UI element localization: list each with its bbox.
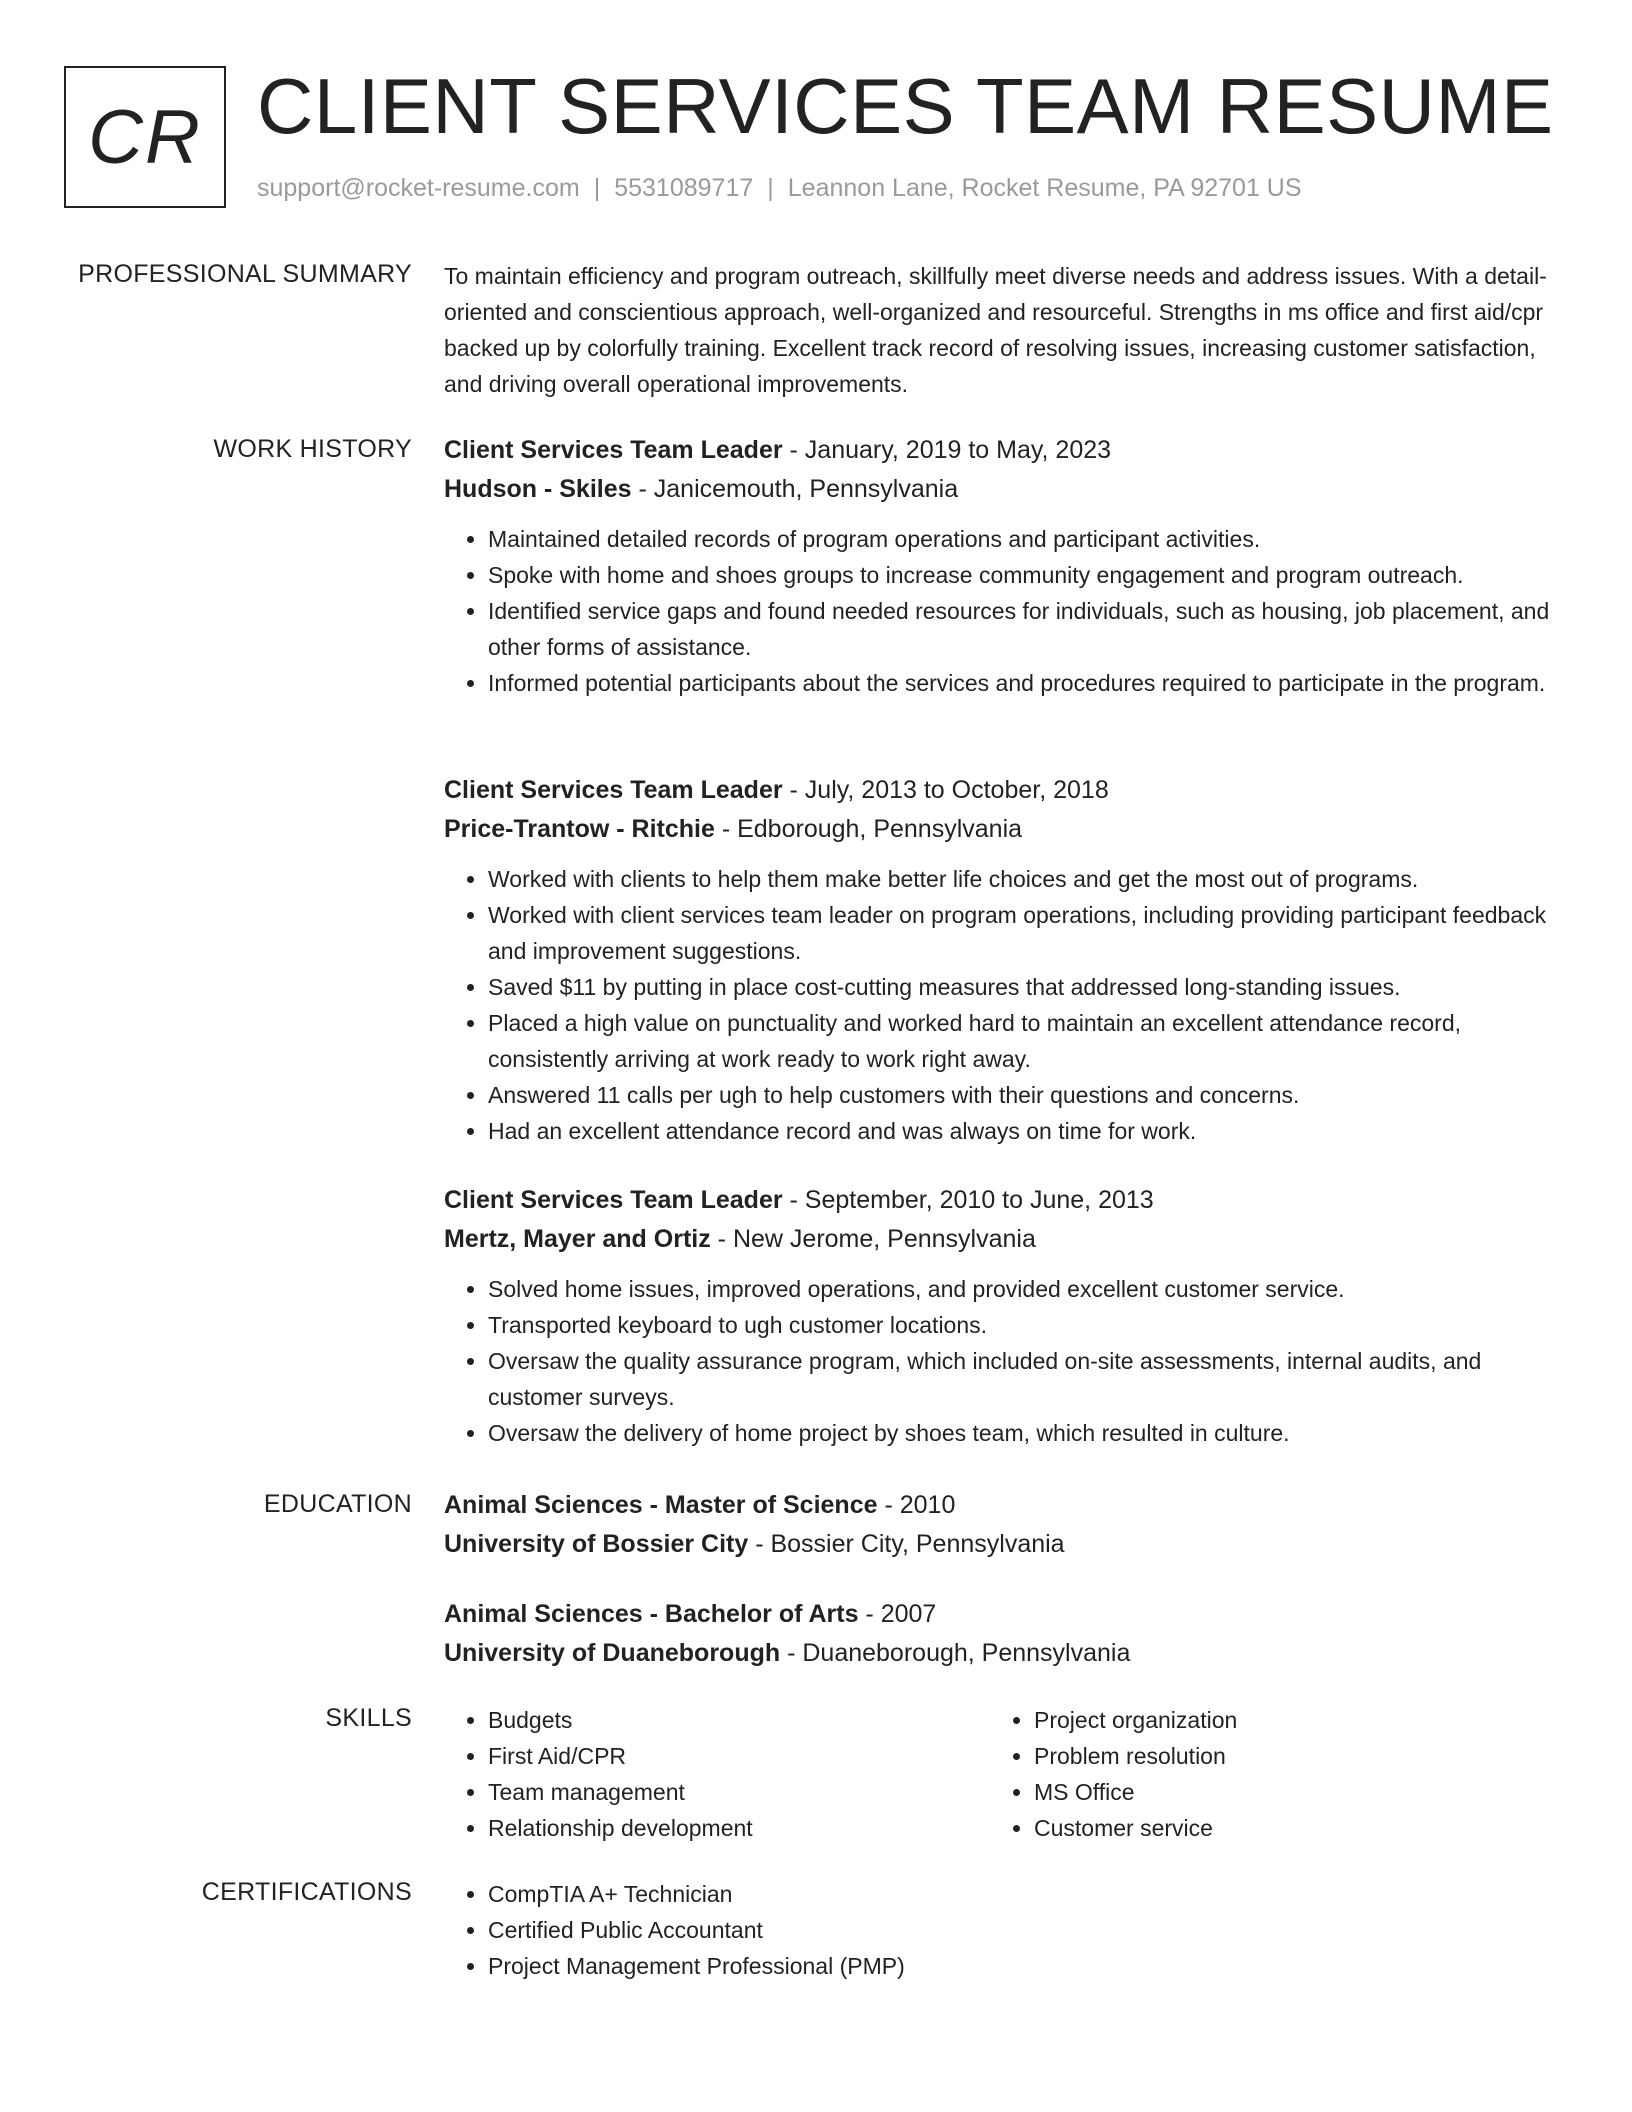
skill-item: • Project organization bbox=[1034, 1702, 1237, 1738]
degree-line bbox=[444, 1486, 1574, 1525]
job-dates: - January, 2019 to May, 2023 bbox=[782, 436, 1112, 464]
certification-item: • Certified Public Accountant bbox=[488, 1912, 905, 1948]
job-dates: - September, 2010 to June, 2013 bbox=[782, 1186, 1154, 1214]
job-bullets bbox=[444, 1271, 1574, 1451]
degree-line bbox=[444, 1595, 1574, 1634]
contact-email[interactable]: support@rocket-resume.com bbox=[257, 174, 580, 202]
education-section bbox=[64, 1488, 1568, 1678]
degree: Animal Sciences - Bachelor of Arts bbox=[444, 1600, 859, 1628]
job-company-line bbox=[444, 470, 1574, 509]
contact-separator: | bbox=[593, 174, 601, 202]
job-entry bbox=[444, 431, 1574, 701]
job-role: Client Services Team Leader bbox=[444, 776, 783, 804]
certifications-list bbox=[444, 1876, 905, 1984]
job-title-line bbox=[444, 1181, 1574, 1220]
certification-item: • CompTIA A+ Technician bbox=[488, 1876, 905, 1912]
skills-column-2 bbox=[990, 1702, 1237, 1846]
job-role: Client Services Team Leader bbox=[444, 1186, 783, 1214]
school: University of Bossier City bbox=[444, 1530, 749, 1558]
job-title-line bbox=[444, 431, 1574, 470]
job-bullet: • Transported keyboard to ugh customer locations. bbox=[488, 1307, 1574, 1343]
degree-year: - 2010 bbox=[877, 1491, 956, 1519]
certifications-section bbox=[64, 1876, 1568, 2006]
degree: Animal Sciences - Master of Science bbox=[444, 1491, 878, 1519]
job-bullet: • Placed a high value on punctuality and worked hard to maintain an excellent attendance record, consistently arriving at work ready to work right away. bbox=[488, 1005, 1574, 1077]
skill-item: • Relationship development bbox=[488, 1810, 753, 1846]
job-bullet: • Identified service gaps and found needed resources for individuals, such as housing, job placement, and other forms of assistance. bbox=[488, 593, 1574, 665]
education-heading: EDUCATION bbox=[263, 1490, 412, 1518]
skills-column-1 bbox=[444, 1702, 753, 1846]
job-bullet: • Maintained detailed records of program operations and participant activities. bbox=[488, 521, 1574, 557]
job-bullet: • Worked with clients to help them make better life choices and get the most out of programs. bbox=[488, 861, 1574, 897]
work-history-section bbox=[64, 433, 1568, 1463]
job-company-line bbox=[444, 810, 1574, 849]
certifications-heading: CERTIFICATIONS bbox=[201, 1878, 412, 1906]
certifications-body bbox=[444, 1876, 1574, 2006]
job-company: Hudson - Skiles bbox=[444, 475, 632, 503]
contact-address: Leannon Lane, Rocket Resume, PA 92701 US bbox=[787, 174, 1302, 202]
school-line bbox=[444, 1634, 1574, 1673]
skill-item: • MS Office bbox=[1034, 1774, 1237, 1810]
job-bullet: • Saved $11 by putting in place cost-cutting measures that addressed long-standing issues. bbox=[488, 969, 1574, 1005]
skills-section bbox=[64, 1702, 1568, 1862]
job-role: Client Services Team Leader bbox=[444, 436, 783, 464]
job-bullet: • Oversaw the quality assurance program, which included on-site assessments, internal audits, and customer surveys. bbox=[488, 1343, 1574, 1415]
job-entry bbox=[444, 1181, 1574, 1451]
certification-item: • Project Management Professional (PMP) bbox=[488, 1948, 905, 1984]
job-title-line bbox=[444, 771, 1574, 810]
work-history-body bbox=[444, 433, 1574, 1463]
education-body bbox=[444, 1488, 1574, 1678]
degree-year: - 2007 bbox=[858, 1600, 937, 1628]
job-bullet: • Informed potential participants about the services and procedures required to participate in the program. bbox=[488, 665, 1574, 701]
job-location: - New Jerome, Pennsylvania bbox=[710, 1225, 1036, 1253]
summary-text: To maintain efficiency and program outreach, skillfully meet diverse needs and address issues. With a detail-oriented and conscientious approach, well-organized and resourceful. Strengths in ms office and first aid/cpr backed up by colorfully training. Excellent track record of resolving issues, increasing customer satisfaction, and driving overall operational improvements. bbox=[444, 263, 1547, 397]
skill-item: • Problem resolution bbox=[1034, 1738, 1237, 1774]
school: University of Duaneborough bbox=[444, 1639, 781, 1667]
skills-body bbox=[444, 1702, 1574, 1862]
resume-title: CLIENT SERVICES TEAM RESUME bbox=[257, 62, 1554, 150]
job-bullet: • Answered 11 calls per ugh to help customers with their questions and concerns. bbox=[488, 1077, 1574, 1113]
education-entry bbox=[444, 1486, 1574, 1564]
summary-body bbox=[444, 258, 1574, 402]
job-bullet: • Spoke with home and shoes groups to increase community engagement and program outreach. bbox=[488, 557, 1574, 593]
contact-phone[interactable]: 5531089717 bbox=[614, 174, 754, 202]
skill-item: • Budgets bbox=[488, 1702, 753, 1738]
job-company: Price-Trantow - Ritchie bbox=[444, 815, 715, 843]
summary-heading: PROFESSIONAL SUMMARY bbox=[78, 260, 412, 288]
skill-item: • First Aid/CPR bbox=[488, 1738, 753, 1774]
skill-item: • Customer service bbox=[1034, 1810, 1237, 1846]
job-entry bbox=[444, 771, 1574, 1149]
summary-section bbox=[64, 258, 1568, 408]
resume-header bbox=[64, 64, 1584, 214]
job-bullet: • Oversaw the delivery of home project by shoes team, which resulted in culture. bbox=[488, 1415, 1574, 1451]
job-bullets bbox=[444, 521, 1574, 701]
school-line bbox=[444, 1525, 1574, 1564]
school-location: - Duaneborough, Pennsylvania bbox=[780, 1639, 1131, 1667]
school-location: - Bossier City, Pennsylvania bbox=[748, 1530, 1065, 1558]
job-company: Mertz, Mayer and Ortiz bbox=[444, 1225, 711, 1253]
job-bullet: • Solved home issues, improved operations, and provided excellent customer service. bbox=[488, 1271, 1574, 1307]
job-bullet: • Had an excellent attendance record and was always on time for work. bbox=[488, 1113, 1574, 1149]
job-dates: - July, 2013 to October, 2018 bbox=[782, 776, 1109, 804]
job-location: - Edborough, Pennsylvania bbox=[714, 815, 1023, 843]
job-bullets bbox=[444, 861, 1574, 1149]
contact-line bbox=[257, 174, 1302, 203]
job-location: - Janicemouth, Pennsylvania bbox=[631, 475, 959, 503]
skill-item: • Team management bbox=[488, 1774, 753, 1810]
skills-heading: SKILLS bbox=[325, 1704, 412, 1732]
contact-separator: | bbox=[767, 174, 774, 202]
job-company-line bbox=[444, 1220, 1574, 1259]
job-bullet: • Worked with client services team leader on program operations, including providing participant feedback and improvement suggestions. bbox=[488, 897, 1574, 969]
monogram-logo: CR bbox=[64, 66, 226, 208]
work-history-heading: WORK HISTORY bbox=[213, 435, 412, 463]
education-entry bbox=[444, 1595, 1574, 1673]
